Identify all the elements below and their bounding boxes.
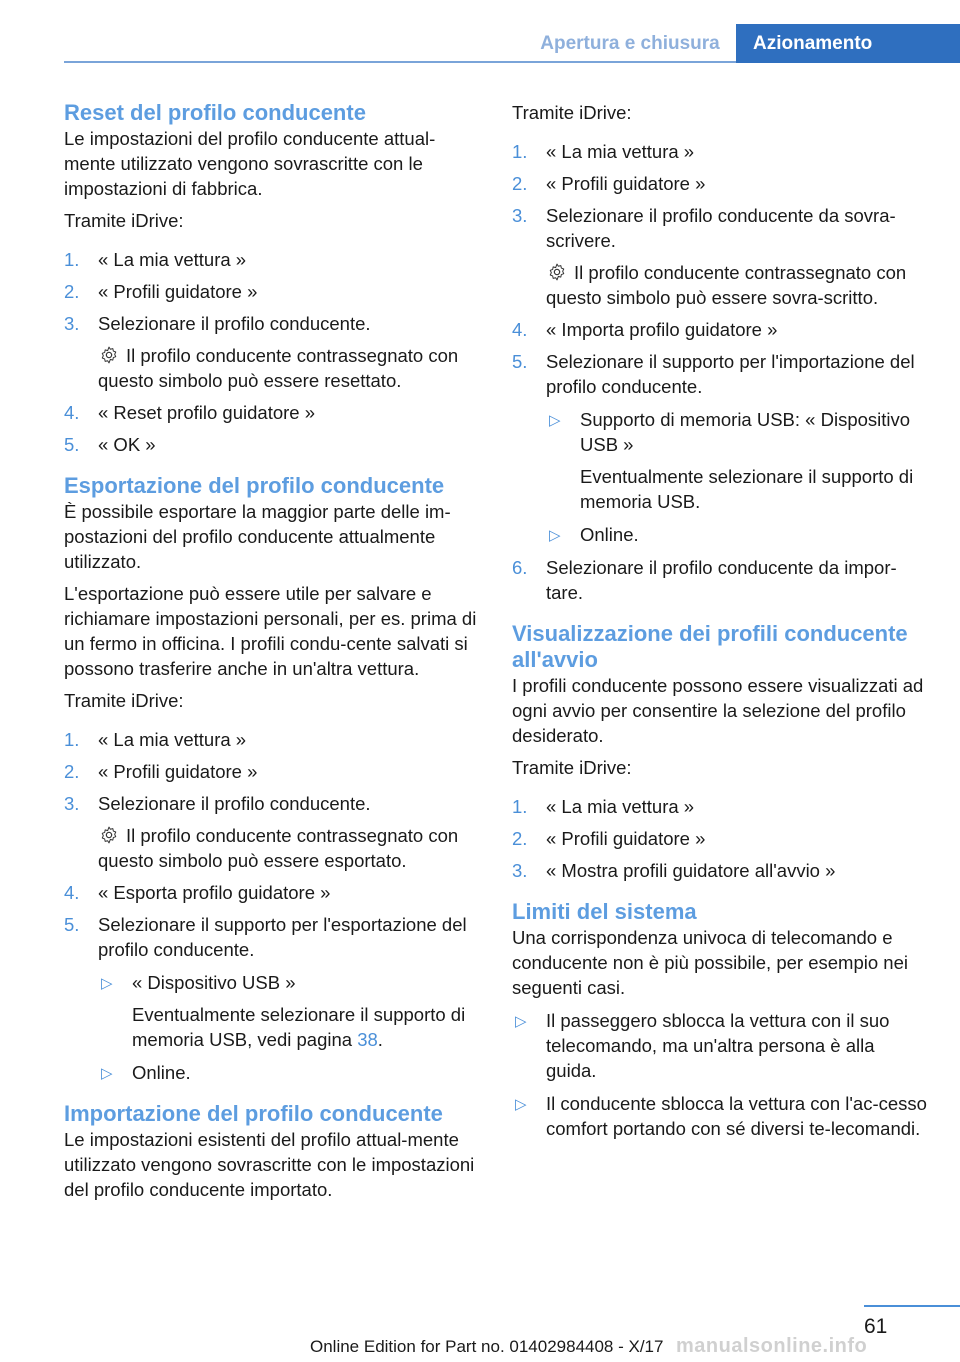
list-item <box>512 555 930 605</box>
gear-icon <box>98 825 120 845</box>
step-number: 3. <box>512 860 528 881</box>
step-text: « Reset profilo guidatore » <box>98 402 315 423</box>
step-text: Selezionare il profilo conducente da sovra-scrivere. <box>546 205 896 251</box>
step-number: 1. <box>512 141 528 162</box>
step-text: « Esporta profilo guidatore » <box>98 882 331 903</box>
bullet-note <box>132 1002 480 1052</box>
tab-apertura-e-chiusura[interactable]: Apertura e chiusura <box>540 32 720 54</box>
list-item <box>512 794 930 819</box>
bullet-item <box>546 407 930 514</box>
step-note-text: Il profilo conducente contrassegnato con questo simbolo può essere resettato. <box>98 345 459 391</box>
step-text: Selezionare il profilo conducente da impor-tare. <box>546 557 897 603</box>
step-note-text: Il profilo conducente contrassegnato con questo simbolo può essere esportato. <box>98 825 459 871</box>
list-item <box>512 317 930 342</box>
step-note <box>98 823 480 873</box>
step-text: « La mia vettura » <box>546 141 695 162</box>
step-number: 5. <box>64 434 80 455</box>
bullet-item <box>546 522 930 547</box>
step-number: 2. <box>512 173 528 194</box>
section-title-reset: Reset del profilo conducente <box>64 100 366 125</box>
list-item <box>512 349 930 547</box>
list-item <box>64 432 480 457</box>
paragraph: I profili conducente possono essere visualizzati ad ogni avvio per consentire la selezione del profilo desiderato. <box>512 675 924 746</box>
list-item <box>64 279 480 304</box>
step-number: 2. <box>64 761 80 782</box>
steps-list <box>64 727 480 1085</box>
bullet-text: Il passeggero sblocca la vettura con il suo telecomando, ma un'altra persona è alla guida. <box>546 1010 890 1081</box>
bullet-triangle-icon: ▷ <box>549 412 561 429</box>
step-text: « Importa profilo guidatore » <box>546 319 778 340</box>
step-text: « La mia vettura » <box>98 729 247 750</box>
bullet-text: Online. <box>132 1062 191 1083</box>
steps-list <box>512 139 930 605</box>
list-item <box>512 826 930 851</box>
steps-list <box>512 794 930 883</box>
step-text: « OK » <box>98 434 156 455</box>
step-text: Selezionare il supporto per l'esportazione del profilo conducente. <box>98 914 467 960</box>
watermark: manualsonline.info <box>676 1335 868 1357</box>
list-item <box>64 400 480 425</box>
step-number: 4. <box>64 402 80 423</box>
step-text: « La mia vettura » <box>546 796 695 817</box>
gear-icon <box>546 262 568 282</box>
page-link[interactable]: 38 <box>357 1029 378 1050</box>
bullet-note: Eventualmente selezionare il supporto di memoria USB. <box>580 466 914 512</box>
section-title-startup: Visualizzazione dei profili conducente all'avvio <box>512 621 908 672</box>
step-number: 3. <box>64 313 80 334</box>
list-item <box>64 791 480 873</box>
step-number: 2. <box>512 828 528 849</box>
list-item <box>512 171 930 196</box>
step-text: « Profili guidatore » <box>98 281 258 302</box>
step-text: Selezionare il profilo conducente. <box>98 793 371 814</box>
steps-list <box>64 247 480 457</box>
step-text: « Profili guidatore » <box>546 828 706 849</box>
bullet-triangle-icon: ▷ <box>101 1065 113 1082</box>
paragraph: L'esportazione può essere utile per salvare e richiamare impostazioni personali, per es. prima di un fermo in officina. I profili condu-cente salvati si possono trasferire anche in un'altra vettura. <box>64 583 477 679</box>
step-number: 4. <box>64 882 80 903</box>
step-number: 6. <box>512 557 528 578</box>
page-number: 61 <box>864 1315 888 1338</box>
footer-rule <box>864 1305 960 1307</box>
paragraph: Le impostazioni del profilo conducente attual-mente utilizzato vengono sovrascritte con le impostazioni di fabbrica. <box>64 128 436 199</box>
step-text: Selezionare il supporto per l'importazione del profilo conducente. <box>546 351 915 397</box>
step-number: 1. <box>512 796 528 817</box>
step-number: 3. <box>64 793 80 814</box>
bullet-triangle-icon: ▷ <box>515 1096 527 1113</box>
bullet-text: « Dispositivo USB » <box>132 972 296 993</box>
step-text: « La mia vettura » <box>98 249 247 270</box>
list-item <box>64 727 480 752</box>
step-number: 3. <box>512 205 528 226</box>
step-note <box>98 343 480 393</box>
paragraph: Tramite iDrive: <box>64 210 184 231</box>
section-title-export: Esportazione del profilo conducente <box>64 473 445 498</box>
edition-footer: Online Edition for Part no. 01402984408 - X/17 <box>310 1337 664 1356</box>
list-item <box>64 759 480 784</box>
bullet-text: Supporto di memoria USB: « Dispositivo USB » <box>580 409 911 455</box>
step-number: 1. <box>64 729 80 750</box>
paragraph: Tramite iDrive: <box>64 690 184 711</box>
bullet-item <box>98 1060 480 1085</box>
bullet-triangle-icon: ▷ <box>515 1013 527 1030</box>
section-title-import: Importazione del profilo conducente <box>64 1101 443 1126</box>
bullet-list <box>98 970 480 1085</box>
list-item <box>512 203 930 310</box>
bullet-item <box>512 1091 930 1141</box>
list-item <box>512 858 930 883</box>
step-note <box>546 260 930 310</box>
bullet-triangle-icon: ▷ <box>101 975 113 992</box>
tab-azionamento[interactable]: Azionamento <box>736 24 960 63</box>
paragraph: Tramite iDrive: <box>512 102 632 123</box>
bullet-note-text: Eventualmente selezionare il supporto di memoria USB, vedi pagina <box>132 1004 466 1050</box>
step-number: 1. <box>64 249 80 270</box>
paragraph: Le impostazioni esistenti del profilo attual-mente utilizzato vengono sovrascritte con le impostazioni del profilo conducente importato. <box>64 1129 475 1200</box>
bullet-item <box>512 1008 930 1083</box>
bullet-text: Il conducente sblocca la vettura con l'ac-cesso comfort portando con sé diversi te-lecomandi. <box>546 1093 927 1139</box>
step-number: 4. <box>512 319 528 340</box>
list-item <box>64 880 480 905</box>
list-item <box>64 247 480 272</box>
paragraph: Una corrispondenza univoca di telecomando e conducente non è più possibile, per esempio nei seguenti casi. <box>512 927 908 998</box>
gear-icon <box>98 345 120 365</box>
punctuation: . <box>377 1029 383 1050</box>
list-item <box>64 311 480 393</box>
left-column <box>64 100 480 1209</box>
bullet-item <box>98 970 480 1052</box>
list-item <box>512 139 930 164</box>
section-title-limits: Limiti del sistema <box>512 899 697 924</box>
step-note-text: Il profilo conducente contrassegnato con questo simbolo può essere sovra-scritto. <box>546 262 907 308</box>
paragraph: Tramite iDrive: <box>512 757 632 778</box>
step-number: 2. <box>64 281 80 302</box>
step-text: « Profili guidatore » <box>546 173 706 194</box>
step-number: 5. <box>64 914 80 935</box>
step-text: « Mostra profili guidatore all'avvio » <box>546 860 836 881</box>
step-text: Selezionare il profilo conducente. <box>98 313 371 334</box>
right-column <box>512 100 930 1149</box>
bullet-triangle-icon: ▷ <box>549 527 561 544</box>
bullet-list <box>546 407 930 547</box>
bullet-text: Online. <box>580 524 639 545</box>
step-number: 5. <box>512 351 528 372</box>
step-text: « Profili guidatore » <box>98 761 258 782</box>
list-item <box>64 912 480 1085</box>
paragraph: È possibile esportare la maggior parte delle im-postazioni del profilo conducente attualmente utilizzato. <box>64 501 451 572</box>
bullet-list <box>512 1008 930 1141</box>
